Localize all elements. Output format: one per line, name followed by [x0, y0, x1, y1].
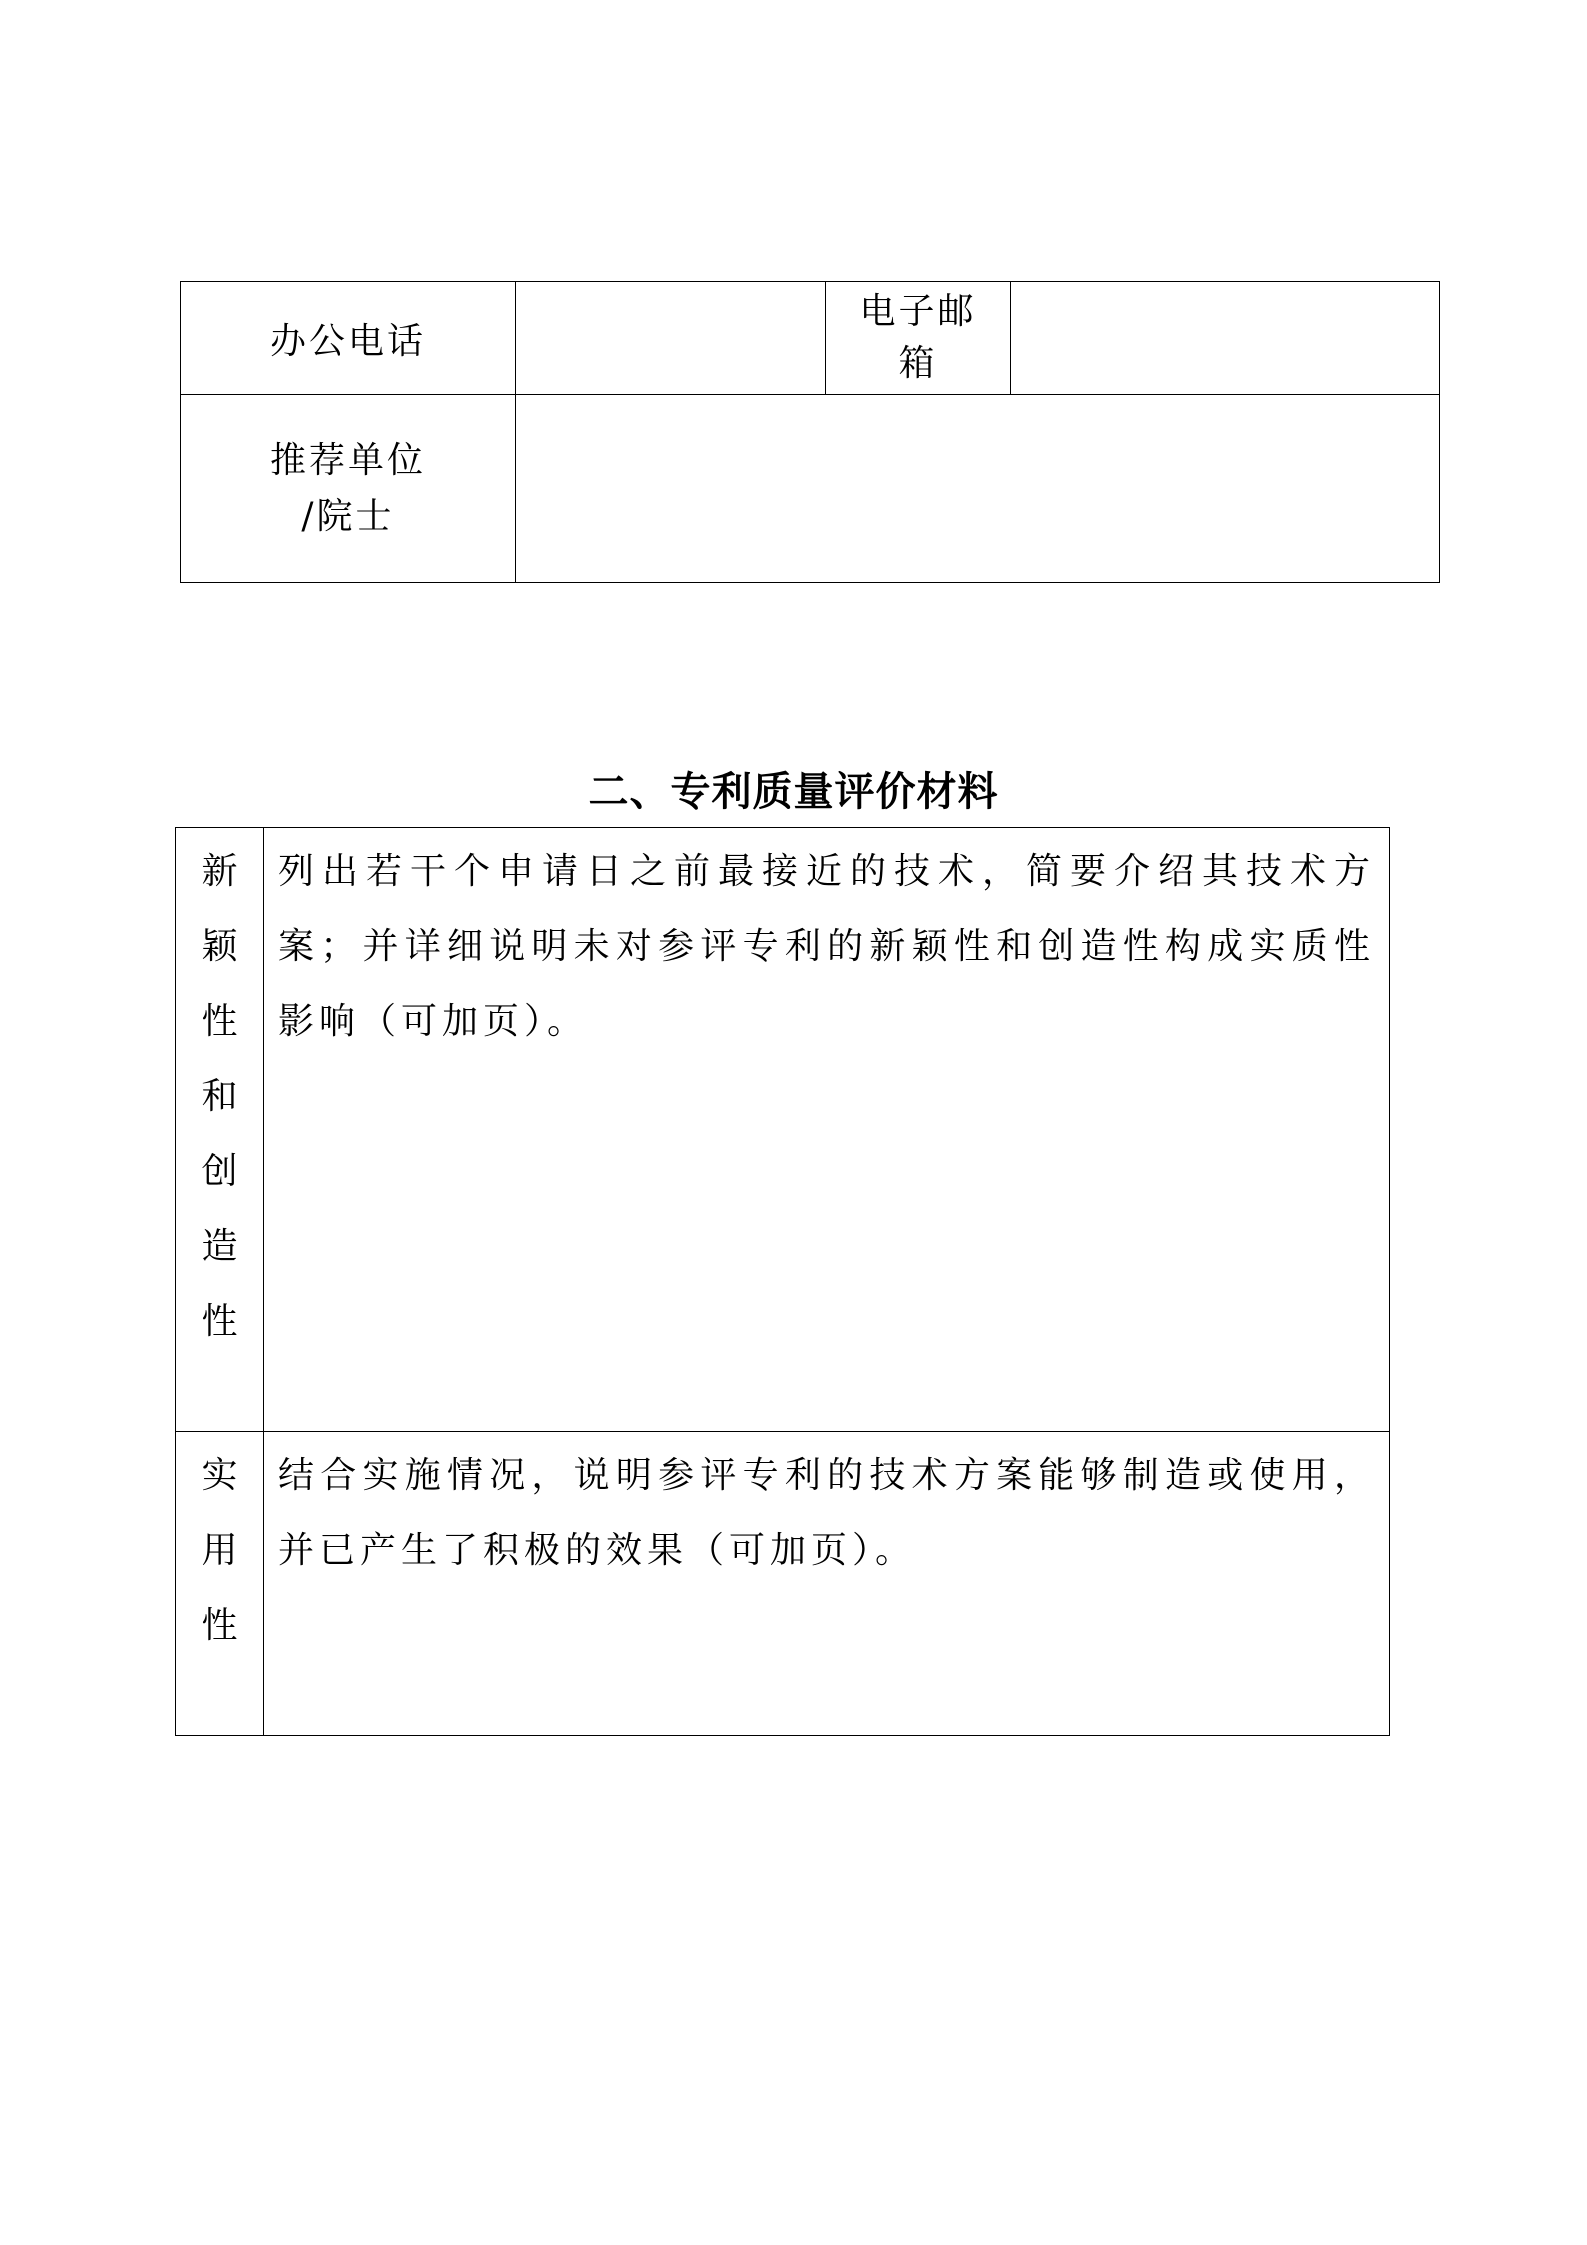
recommender-row — [181, 395, 1440, 583]
recommender-label — [181, 395, 516, 583]
evaluation-table — [175, 827, 1390, 1736]
office-phone-row — [181, 282, 1440, 395]
label-char: 实 — [201, 1455, 238, 1496]
practicality-description[interactable]: 结合实施情况，说明参评专利的技术方案能够制造或使用，并已产生了积极的效果（可加页）。 — [264, 1432, 1390, 1736]
recommender-label-line1: 推荐单位 — [269, 439, 426, 481]
label-char: 创 — [201, 1151, 238, 1192]
label-char: 新 — [201, 851, 238, 892]
novelty-label — [176, 828, 264, 1432]
label-char: 和 — [201, 1076, 238, 1117]
section-title: 二、专利质量评价材料 — [588, 769, 999, 815]
practicality-label — [176, 1432, 264, 1736]
label-char: 用 — [201, 1530, 238, 1571]
email-label-line2: 箱 — [898, 343, 938, 384]
contact-info-table — [180, 281, 1440, 583]
practicality-row — [176, 1432, 1390, 1736]
office-phone-label: 办公电话 — [181, 282, 516, 395]
novelty-row — [176, 828, 1390, 1432]
label-char: 颖 — [201, 926, 238, 967]
label-char: 造 — [201, 1226, 238, 1267]
novelty-description[interactable]: 列出若干个申请日之前最接近的技术，简要介绍其技术方案；并详细说明未对参评专利的新颖性和创造性构成实质性影响（可加页）。 — [264, 828, 1390, 1432]
email-value[interactable] — [1011, 282, 1440, 395]
office-phone-value[interactable] — [516, 282, 826, 395]
label-char: 性 — [201, 1001, 238, 1042]
label-char: 性 — [201, 1605, 238, 1646]
label-char: 性 — [201, 1301, 238, 1342]
recommender-label-line2: /院士 — [301, 495, 395, 537]
email-label-line1: 电子邮 — [859, 291, 977, 332]
recommender-value[interactable] — [516, 395, 1440, 583]
email-label — [826, 282, 1011, 395]
